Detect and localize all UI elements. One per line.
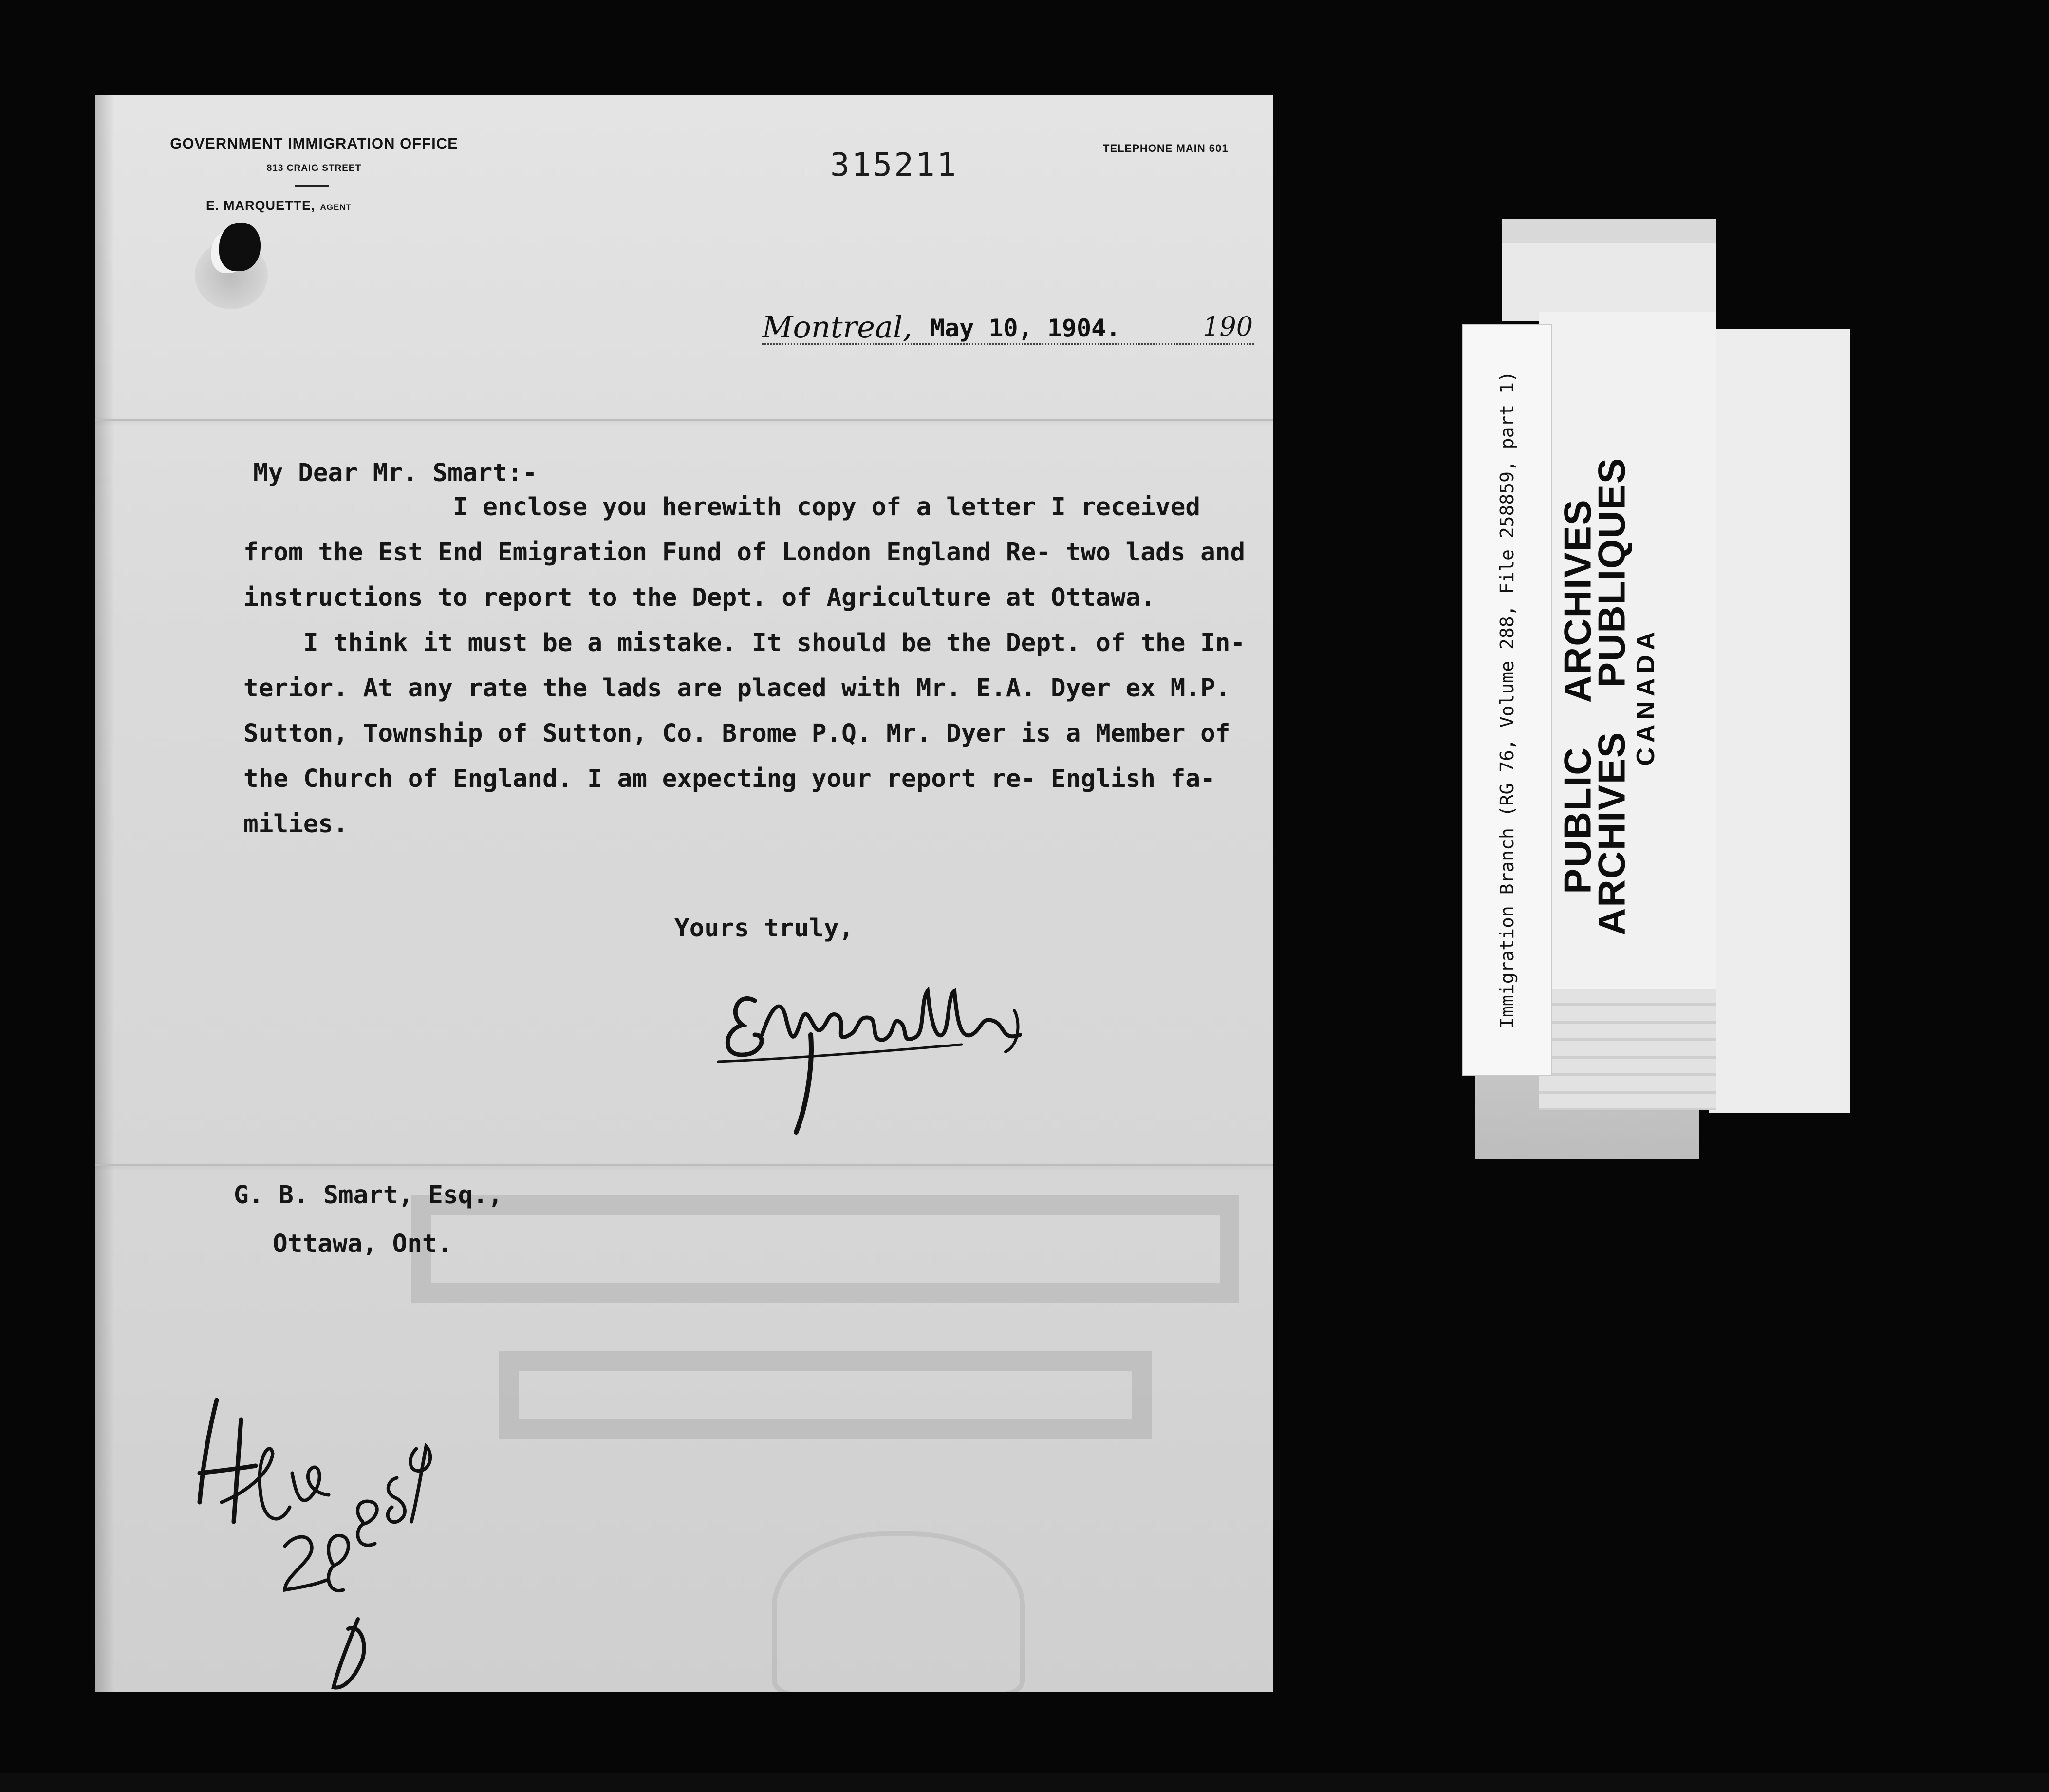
sheet-edge-shadow [95, 95, 114, 1692]
letterhead-divider [295, 185, 329, 187]
punch-hole [219, 223, 261, 271]
date-city: Montreal, [762, 309, 913, 345]
wordmark-line-2 [1590, 457, 1634, 935]
fold-line-lower [95, 1164, 1273, 1166]
public-archives-wordmark [1548, 424, 1714, 945]
body-line: Sutton, Township of Sutton, Co. Brome P.Q. Mr. Dyer is a Member of [243, 719, 1230, 748]
wordmark-archives: ARCHIVES [1556, 499, 1599, 703]
body-line: I think it must be a mistake. It should be the Dept. of the In- [243, 629, 1246, 657]
fold-line-upper [95, 419, 1273, 421]
scan-bottom-edge [0, 1773, 2049, 1792]
date-printed-year: 190 [1203, 311, 1253, 342]
body-line: the Church of England. I am expecting your report re- English fa- [243, 765, 1215, 793]
label-bands [1539, 989, 1716, 1110]
closing: Yours truly, [674, 914, 854, 943]
signature [708, 962, 1040, 1137]
letter-sheet [95, 95, 1273, 1692]
body-line: from the Est End Emigration Fund of London England Re- two lads and [243, 538, 1246, 567]
addressee-name: G. B. Smart, Esq., [234, 1181, 503, 1210]
label-side-panel [1709, 329, 1850, 1113]
wordmark-canada: CANADA [1632, 627, 1660, 766]
agent-name: E. MARQUETTE, [206, 198, 316, 213]
letterhead-street: 813 CRAIG STREET [266, 163, 362, 173]
wordmark-public: PUBLIC [1556, 747, 1599, 894]
body-line: I enclose you herewith copy of a letter I received [243, 493, 1201, 522]
agent-title: AGENT [320, 203, 352, 212]
addressee-location: Ottawa, Ont. [273, 1230, 452, 1258]
body-line: milies. [243, 810, 348, 839]
date-line [762, 309, 1254, 345]
wordmark-archives-fr: ARCHIVES [1590, 731, 1633, 936]
wordmark-publiques: PUBLIQUES [1590, 457, 1633, 688]
body-line: terior. At any rate the lads are placed with Mr. E.A. Dyer ex M.P. [243, 674, 1230, 703]
reference-tag [1462, 324, 1552, 1076]
letterhead-organization: GOVERNMENT IMMIGRATION OFFICE [170, 135, 458, 152]
letterhead-telephone: TELEPHONE MAIN 601 [1103, 142, 1229, 154]
label-top-strip [1502, 219, 1716, 243]
reference-text: Immigration Branch (RG 76, Volume 288, File 258859, part 1) [1496, 371, 1518, 1028]
salutation: My Dear Mr. Smart:- [253, 459, 538, 487]
date-typed: May 10, 1904. [930, 314, 1121, 342]
received-seal-ghost [772, 1531, 1025, 1692]
body-line: instructions to report to the Dept. of Agriculture at Ottawa. [243, 583, 1155, 612]
file-number-stamp: 315211 [830, 146, 958, 184]
handwritten-file-note [187, 1346, 528, 1692]
letter-body [243, 485, 1245, 847]
letterhead-agent [206, 198, 352, 213]
